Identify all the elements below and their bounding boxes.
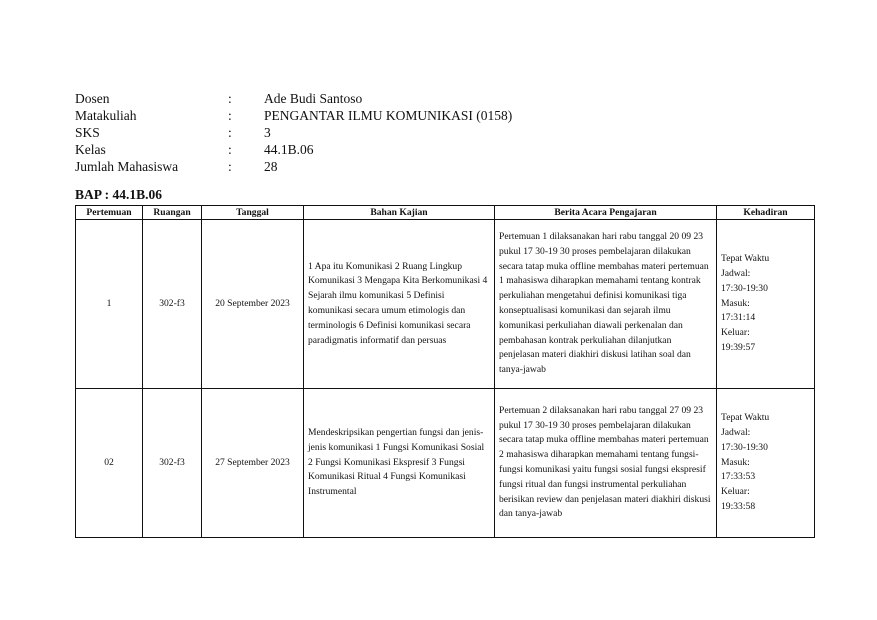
bap-title: BAP : 44.1B.06 [75, 187, 163, 202]
cell-bahan-kajian: Mendeskripsikan pengertian fungsi dan jenis-jenis komunikasi 1 Fungsi Komunikasi Sosial 2 Fungsi Komunikasi Ekspresif 3 Fungsi Komunikasi Ritual 4 Fungsi Komunikasi Instrumental [304, 389, 495, 538]
kehadiran-status: Tepat Waktu [721, 412, 770, 424]
cell-kehadiran [717, 389, 815, 538]
cell-pertemuan: 02 [76, 389, 143, 538]
info-label: SKS [75, 125, 100, 140]
header-ruangan: Ruangan [143, 206, 202, 220]
table-header-row [76, 206, 815, 220]
kehadiran-keluar-label: Keluar: [721, 486, 750, 498]
info-row-matakuliah [75, 107, 512, 124]
cell-ruangan: 302-f3 [143, 389, 202, 538]
cell-ruangan: 302-f3 [143, 220, 202, 389]
table-row [76, 389, 815, 538]
cell-berita-acara: Pertemuan 1 dilaksanakan hari rabu tanggal 20 09 23 pukul 17 30-19 30 proses pembelajaran dilakukan secara tatap muka offline membahas materi pertemuan 1 mahasiswa diharapkan memahami tentang kontrak perkuliahan mengetahui definisi komunikasi tiga konseptualisasi komunikasi dan sejarah ilmu komunikasi perkuliahan diawali perkenalan dan pembahasan kontrak perkuliahan dilanjutkan penjelasan materi diakhiri diskusi latihan soal dan tanya-jawab [495, 220, 717, 389]
info-row-sks [75, 124, 512, 141]
kehadiran-masuk-label: Masuk: [721, 297, 750, 309]
header-berita-acara: Berita Acara Pengajaran [495, 206, 717, 220]
kehadiran-keluar: 19:33:58 [721, 500, 756, 512]
info-value-dosen: Ade Budi Santoso [264, 91, 363, 106]
info-label: Matakuliah [75, 108, 137, 123]
info-colon: : [228, 159, 232, 174]
kehadiran-masuk: 17:31:14 [721, 312, 756, 324]
info-colon: : [228, 91, 232, 106]
info-value-jumlah-mahasiswa: 28 [264, 159, 278, 174]
kehadiran-masuk-label: Masuk: [721, 456, 750, 468]
cell-tanggal: 27 September 2023 [202, 389, 304, 538]
header-kehadiran: Kehadiran [717, 206, 815, 220]
header-pertemuan: Pertemuan [76, 206, 143, 220]
info-label: Jumlah Mahasiswa [75, 159, 179, 174]
kehadiran-jadwal: 17:30-19:30 [721, 282, 768, 294]
cell-pertemuan: 1 [76, 220, 143, 389]
cell-tanggal: 20 September 2023 [202, 220, 304, 389]
cell-berita-acara: Pertemuan 2 dilaksanakan hari rabu tanggal 27 09 23 pukul 17 30-19 30 proses pembelajaran dilakukan secara tatap muka offline membahas materi pertemuan 2 mahasiswa diharapkan memahami tentang fungsi-fungsi komunikasi yaitu fungsi sosial fungsi ekspresif fungsi ritual dan fungsi instrumental perkuliahan berisikan review dan penjelasan materi diakhiri diskusi dan tanya-jawab [495, 389, 717, 538]
info-colon: : [228, 125, 232, 140]
info-row-kelas [75, 141, 512, 158]
info-value-sks: 3 [264, 125, 271, 140]
cell-kehadiran [717, 220, 815, 389]
header-tanggal: Tanggal [202, 206, 304, 220]
kehadiran-keluar-label: Keluar: [721, 327, 750, 339]
kehadiran-keluar: 19:39:57 [721, 341, 756, 353]
kehadiran-jadwal-label: Jadwal: [721, 427, 751, 438]
kehadiran-jadwal: 17:30-19:30 [721, 441, 768, 453]
info-label: Kelas [75, 142, 106, 157]
bap-table [75, 205, 815, 538]
info-value-matakuliah: PENGANTAR ILMU KOMUNIKASI (0158) [264, 108, 513, 123]
info-colon: : [228, 108, 232, 123]
kehadiran-status: Tepat Waktu [721, 253, 770, 265]
course-info [75, 90, 512, 175]
info-value-kelas: 44.1B.06 [264, 142, 314, 157]
info-colon: : [228, 142, 232, 157]
kehadiran-jadwal-label: Jadwal: [721, 268, 751, 279]
info-row-dosen [75, 90, 512, 107]
header-bahan-kajian: Bahan Kajian [304, 206, 495, 220]
table-row [76, 220, 815, 389]
cell-bahan-kajian: 1 Apa itu Komunikasi 2 Ruang Lingkup Komunikasi 3 Mengapa Kita Berkomunikasi 4 Sejarah ilmu komunikasi 5 Definisi komunikasi secara umum etimologis dan terminologis 6 Definisi komunikasi secara paradigmatis informatif dan persuas [304, 220, 495, 389]
kehadiran-masuk: 17:33:53 [721, 471, 756, 483]
info-label: Dosen [75, 91, 110, 106]
info-row-jumlah-mahasiswa [75, 158, 512, 175]
